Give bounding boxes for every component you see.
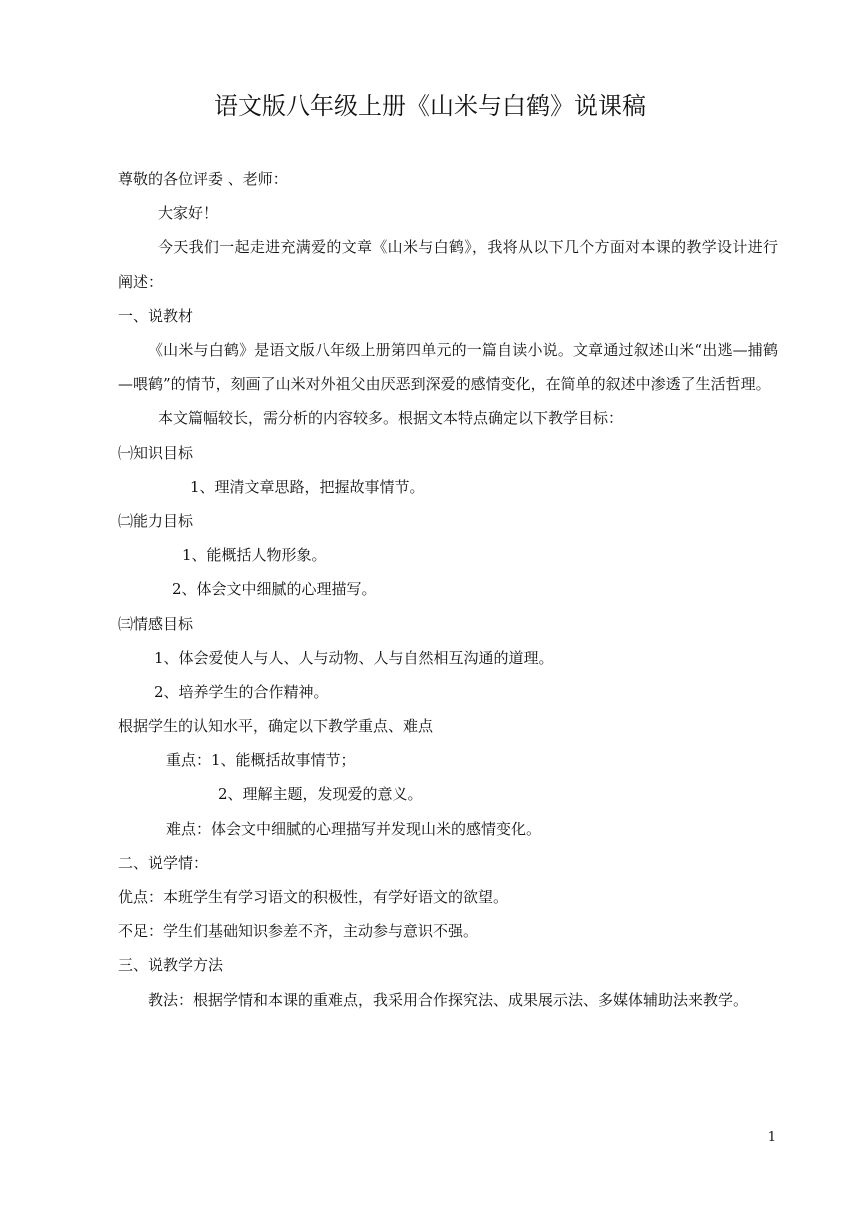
key-points-intro: 根据学生的认知水平，确定以下教学重点、难点 bbox=[118, 717, 434, 736]
emotion-goal-item: 1、体会爱使人与人、人与动物、人与自然相互沟通的道理。 bbox=[154, 648, 554, 667]
intro-paragraph: 今天我们一起走进充满爱的文章《山米与白鹤》，我将从以下几个方面对本课的教学设计进行阐述： bbox=[118, 238, 778, 291]
hello-line: 大家好！ bbox=[158, 204, 219, 223]
section-heading-students: 二、说学情： bbox=[118, 853, 209, 872]
document-body bbox=[118, 162, 778, 1017]
section-heading-methods: 三、说教学方法 bbox=[118, 956, 224, 975]
section-heading-textbook: 一、说教材 bbox=[118, 306, 194, 325]
goals-intro-paragraph: 本文篇幅较长，需分析的内容较多。根据文本特点确定以下教学目标： bbox=[158, 409, 624, 428]
textbook-paragraph: 《山米与白鹤》是语文版八年级上册第四单元的一篇自读小说。文章通过叙述山米“出逃—捕鹤—喂鹤”的情节，刻画了山米对外祖父由厌恶到深爱的感情变化，在简单的叙述中渗透了生活哲理。 bbox=[118, 340, 778, 394]
key-point-item: 重点：1、能概括故事情节； bbox=[166, 751, 356, 770]
ability-goal-item: 2、体会文中细腻的心理描写。 bbox=[172, 580, 377, 599]
knowledge-goal-heading: ㈠知识目标 bbox=[118, 443, 194, 462]
key-point-item: 2、理解主题，发现爱的意义。 bbox=[218, 785, 423, 804]
difficulty-item: 难点：体会文中细腻的心理描写并发现山米的感情变化。 bbox=[166, 819, 542, 838]
knowledge-goal-item: 1、理清文章思路，把握故事情节。 bbox=[190, 477, 425, 496]
weakness-line: 不足：学生们基础知识参差不齐，主动参与意识不强。 bbox=[118, 922, 479, 941]
page-number: 1 bbox=[767, 1130, 776, 1145]
document-title: 语文版八年级上册《山米与白鹤》说课稿 bbox=[214, 92, 646, 120]
ability-goal-item: 1、能概括人物形象。 bbox=[182, 546, 327, 565]
greeting: 尊敬的各位评委 、老师： bbox=[118, 170, 288, 188]
emotion-goal-heading: ㈢情感目标 bbox=[118, 614, 194, 633]
method-paragraph: 教法：根据学情和本课的重难点，我采用合作探究法、成果展示法、多媒体辅助法来教学。 bbox=[148, 990, 749, 1009]
emotion-goal-item: 2、培养学生的合作精神。 bbox=[154, 682, 329, 701]
strength-line: 优点：本班学生有学习语文的积极性，有学好语文的欲望。 bbox=[118, 888, 509, 906]
ability-goal-heading: ㈡能力目标 bbox=[118, 511, 194, 530]
